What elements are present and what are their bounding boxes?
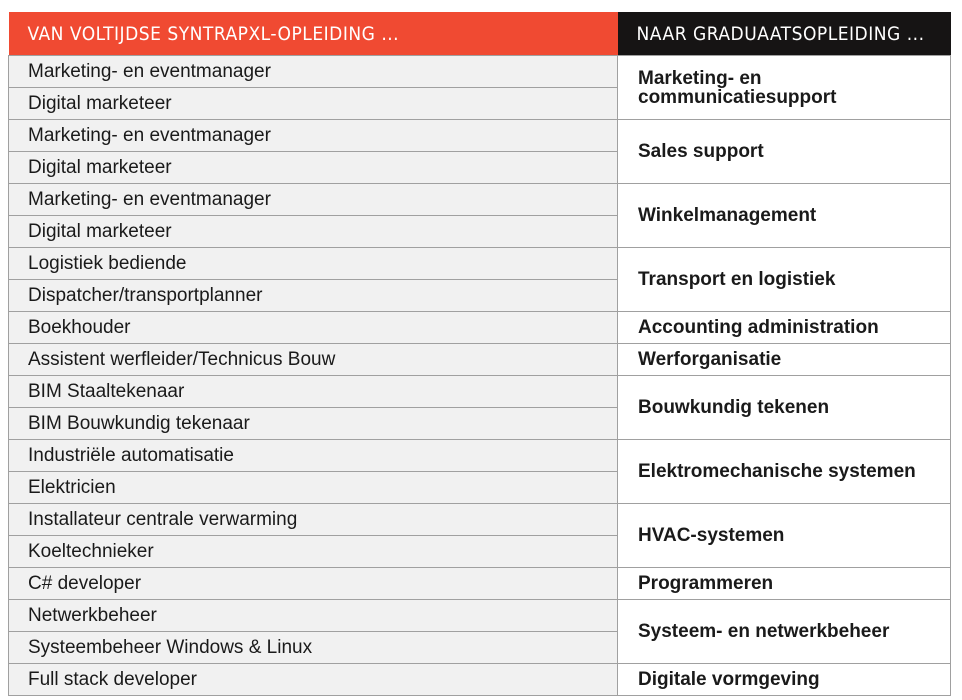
target-course: Bouwkundig tekenen bbox=[618, 376, 951, 440]
target-course: Systeem- en netwerkbeheer bbox=[618, 600, 951, 664]
source-course: Installateur centrale verwarming bbox=[9, 504, 618, 536]
target-course: Werforganisatie bbox=[618, 344, 951, 376]
target-course: Marketing- en communicatiesupport bbox=[618, 56, 951, 120]
source-course: Elektricien bbox=[9, 472, 618, 504]
table-row bbox=[9, 56, 951, 88]
source-course: Industriële automatisatie bbox=[9, 440, 618, 472]
source-course: Digital marketeer bbox=[9, 88, 618, 120]
target-course: Programmeren bbox=[618, 568, 951, 600]
target-course: Digitale vormgeving bbox=[618, 664, 951, 696]
table-row bbox=[9, 600, 951, 632]
opleidingen-table bbox=[8, 12, 951, 696]
table-row bbox=[9, 568, 951, 600]
source-course: Digital marketeer bbox=[9, 152, 618, 184]
source-course: BIM Bouwkundig tekenaar bbox=[9, 408, 618, 440]
source-course: Logistiek bediende bbox=[9, 248, 618, 280]
table-body bbox=[9, 56, 951, 696]
source-course: Marketing- en eventmanager bbox=[9, 120, 618, 152]
table-row bbox=[9, 440, 951, 472]
source-course: Boekhouder bbox=[9, 312, 618, 344]
source-course: BIM Staaltekenaar bbox=[9, 376, 618, 408]
header-row bbox=[9, 12, 951, 56]
target-course: Elektromechanische systemen bbox=[618, 440, 951, 504]
source-course: Full stack developer bbox=[9, 664, 618, 696]
table-row bbox=[9, 120, 951, 152]
table-row bbox=[9, 376, 951, 408]
source-course: Dispatcher/transportplanner bbox=[9, 280, 618, 312]
source-course: Assistent werfleider/Technicus Bouw bbox=[9, 344, 618, 376]
target-course: Sales support bbox=[618, 120, 951, 184]
table-row bbox=[9, 504, 951, 536]
table-row bbox=[9, 312, 951, 344]
target-course: Transport en logistiek bbox=[618, 248, 951, 312]
source-course: C# developer bbox=[9, 568, 618, 600]
source-course: Digital marketeer bbox=[9, 216, 618, 248]
table-row bbox=[9, 184, 951, 216]
target-course: HVAC-systemen bbox=[618, 504, 951, 568]
source-course: Marketing- en eventmanager bbox=[9, 56, 618, 88]
header-to: NAAR GRADUAATSOPLEIDING ... bbox=[618, 12, 951, 56]
target-course: Accounting administration bbox=[618, 312, 951, 344]
source-course: Koeltechnieker bbox=[9, 536, 618, 568]
target-course: Winkelmanagement bbox=[618, 184, 951, 248]
source-course: Netwerkbeheer bbox=[9, 600, 618, 632]
source-course: Systeembeheer Windows & Linux bbox=[9, 632, 618, 664]
header-from: VAN VOLTIJDSE SYNTRAPXL-OPLEIDING ... bbox=[9, 12, 618, 56]
table-row bbox=[9, 664, 951, 696]
source-course: Marketing- en eventmanager bbox=[9, 184, 618, 216]
table-row bbox=[9, 248, 951, 280]
table-row bbox=[9, 344, 951, 376]
